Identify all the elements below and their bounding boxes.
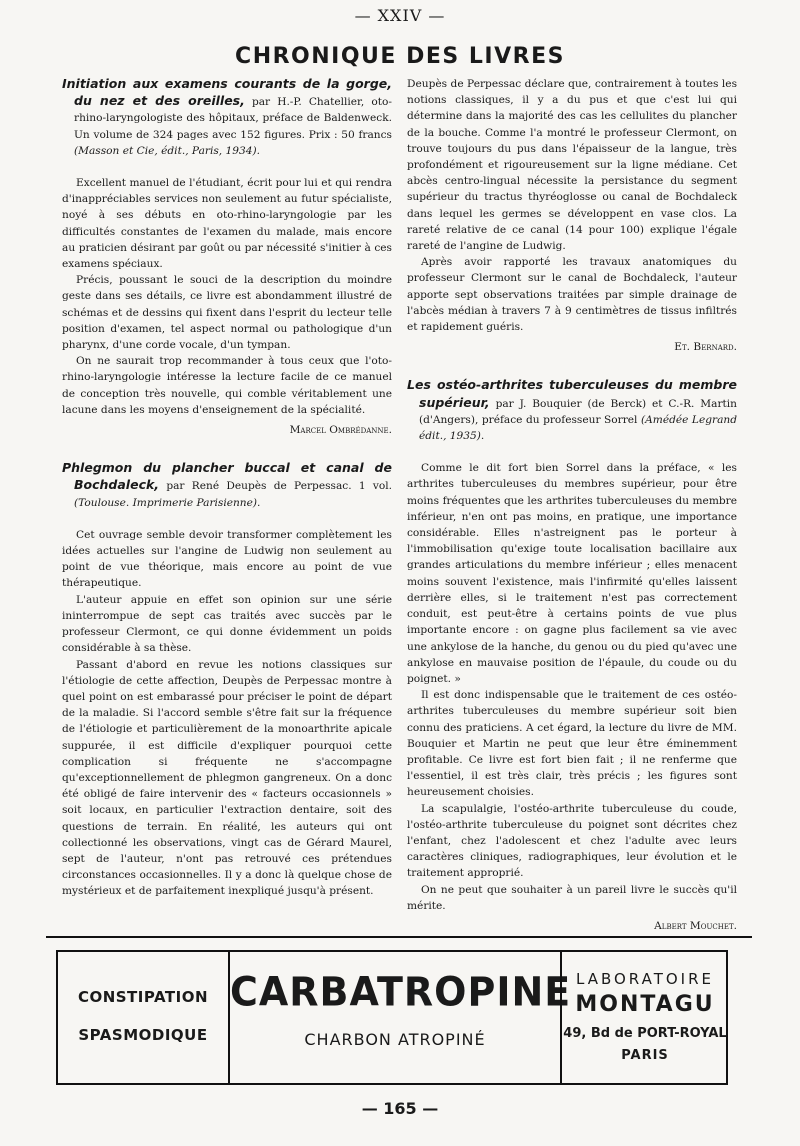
right-column	[407, 76, 737, 956]
ad-laboratory-panel	[560, 952, 728, 1083]
review-title: Initiation aux examens courants de la gorge, du nez et des oreilles,	[62, 76, 392, 109]
review-paragraph: Excellent manuel de l'étudiant, écrit pour lui et qui rendra d'inappréciables services non seulement au futur spécialiste, noyé à ses débuts en oto-rhino-laryngologie par les difficultés constantes de l'examen du malade, mais encore au praticien désirant par goût ou par nécessité s'initier à ces examens spéciaux.	[62, 177, 392, 271]
advertisement-box	[56, 950, 728, 1085]
review-paragraph: On ne saurait trop recommander à tous ceux que l'oto-rhino-laryngologie intéresse la lecture facile de ce manuel de conception très nouvelle, qui comble véritablement une lacune dans les moyens d'enseignement de la spécialité.	[62, 355, 392, 416]
left-column	[62, 76, 392, 922]
review-paragraph: Précis, poussant le souci de la description du moindre geste dans ses détails, ce livre est abondamment illustré de schémas et de dessins qui fixent dans l'esprit du lecteur telle position d'examen, tel aspect normal ou pathologique d'un pharynx, d'une corde vocale, d'un tympan.	[62, 274, 392, 352]
review-paragraph: On ne peut que souhaiter à un pareil livre le succès qu'il mérite.	[407, 883, 737, 912]
review-paragraph: Passant d'abord en revue les notions classiques sur l'étiologie de cette affection, Deupès de Perpessac montre à quel point on est embarassé pour préciser le point de départ de la maladie. Si l'accord semble s'être fait sur la fréquence de l'étiologie et particulièrement de la monoarthrite apicale suppurée, il est difficile d'expliquer pourquoi cette complication si fréquente ne s'accompagne qu'exceptionnellement de phlegmon gangreneux. On a donc été obligé de faire intervenir des « facteurs occasionnels » soit locaux, en particulier l'extraction dentaire, soit des questions de terrain. En réalité, les auteurs qui ont collectionné les observations, vingt cas de Gérard Maurel, sept de l'auteur, n'ont pas retrouvé ces prétendues circonstances occasionnelles. Il y a donc là quelque chose de mystérieux et de parfaitement inexpliqué jusqu'à présent.	[62, 658, 392, 898]
ad-lab-city: PARIS	[621, 1048, 669, 1063]
review-publisher: (Amédée Legrand édit., 1935).	[419, 413, 737, 443]
review-paragraph: Il est donc indispensable que le traitement de ces ostéo-arthrites tuberculeuses du membre supérieur soit bien connu des praticiens. A cet égard, la lecture du livre de MM. Bouquier et Martin ne peut que leur être éminemment profitable. Ce livre est fort bien fait ; il ne renferme que l'essentiel, il est très clair, très précis ; les figures sont heureusement choisies.	[407, 689, 737, 799]
review-paragraph: Après avoir rapporté les travaux anatomiques du professeur Clermont sur le canal de Bochdaleck, l'auteur apporte sept observations traitées par simple drainage de l'abcès médian à travers 7 à 9 centimètres de tissus infiltrés et rapidement guéris.	[407, 256, 737, 334]
ad-lab-address: 49, Bd de PORT-ROYAL	[563, 1026, 727, 1041]
review-heading	[407, 377, 737, 444]
ad-indication-line1: CONSTIPATION	[77, 988, 209, 1006]
ad-brand-subtitle: CHARBON ATROPINÉ	[304, 1030, 486, 1049]
review-signature: Albert Mouchet.	[654, 919, 737, 932]
page-roman-number: — XXIV —	[354, 6, 446, 25]
review-author-line: par J. Bouquier (de Berck) et C.-R. Martin (d'Angers), préface du professeur Sorrel	[419, 397, 737, 426]
divider-rule	[46, 936, 752, 938]
ad-lab-name: MONTAGU	[575, 992, 715, 1017]
review-author-line: par H.-P. Chatellier, oto-rhino-laryngologiste des hôpitaux, préface de Baldenweck. Un volume de 324 pages avec 152 figures. Prix : 50 francs	[74, 96, 392, 141]
review-heading	[62, 460, 392, 511]
review-initiation	[62, 76, 392, 438]
review-paragraph: Comme le dit fort bien Sorrel dans la préface, « les arthrites tuberculeuses du membres supérieur, pour être moins fréquentes que les arthrites tuberculeuses du membre inférieur, n'en ont pas moins, en pratique, une importance considérable. Elles n'astreignent pas le porteur à l'immobilisation qu'exige toute localisation bacillaire aux grandes articulations du membre inférieur ; elles menacent moins souvent l'existence, mais l'infirmité qu'elles laissent derrière elles, si le traitement n'est pas correctement conduit, est peut-être à certains points de vue plus importante encore : on gagne plus facilement sa vie avec une ankylose de la hanche, du genou ou du pied qu'avec une ankylose en mauvaise position de l'épaule, du coude ou du poignet. »	[407, 462, 737, 685]
review-paragraph: L'auteur appuie en effet son opinion sur une série ininterrompue de sept cas traités avec succès par le professeur Clermont, ce qui donne évidemment un poids considérable à sa thèse.	[62, 593, 392, 655]
review-heading	[62, 76, 392, 159]
page-number: — 165 —	[361, 1099, 439, 1118]
ad-indication-panel	[58, 952, 230, 1083]
ad-indication-line2: SPASMODIQUE	[78, 1026, 208, 1044]
review-author-line: par René Deupès de Perpessac. 1 vol.	[166, 480, 392, 493]
ad-brand-name: CARBATROPINE	[230, 968, 572, 1016]
review-publisher: (Toulouse. Imprimerie Parisienne).	[74, 496, 261, 509]
ad-lab-label: LABORATOIRE	[576, 970, 714, 988]
review-signature: Et. Bernard.	[674, 341, 737, 354]
review-title: Phlegmon du plancher buccal et canal de Bochdaleck,	[62, 460, 392, 493]
review-osteo-arthrites	[407, 377, 737, 934]
review-paragraph: Deupès de Perpessac déclare que, contrairement à toutes les notions classiques, il y a du pus et que c'est lui qui détermine dans la majorité des cas les cellulites du plancher de la bouche. Comme l'a montré le professeur Clermont, on trouve toujours du pus dans l'épaisseur de la langue, très profondément et rigoureusement sur la ligne médiane. Cet abcès centro-lingual nécessite la persistance du segment supérieur du tractus thyréoglosse ou canal de Bochdaleck dans lequel les germes se développent en vase clos. La rareté relative de ce canal (14 pour 100) explique l'égale rareté de l'angine de Ludwig.	[407, 78, 737, 253]
review-phlegmon-continued	[407, 76, 737, 355]
review-paragraph: Cet ouvrage semble devoir transformer complètement les idées actuelles sur l'angine de Ludwig non seulement au point de vue théorique, mais encore au point de vue thérapeutique.	[62, 528, 392, 590]
ad-brand-panel	[230, 952, 572, 1083]
section-title: CHRONIQUE DES LIVRES	[235, 44, 565, 69]
review-title: Les ostéo-arthrites tuberculeuses du membre supérieur,	[407, 377, 737, 410]
review-phlegmon	[62, 460, 392, 899]
review-signature: Marcel Ombrédanne.	[289, 424, 392, 437]
review-publisher: (Masson et Cie, édit., Paris, 1934).	[74, 144, 260, 157]
review-paragraph: La scapulalgie, l'ostéo-arthrite tuberculeuse du coude, l'ostéo-arthrite tuberculeuse du poignet sont décrites chez l'enfant, chez l'adolescent et chez l'adulte avec leurs caractères cliniques, radiographiques, leur évolution et le traitement approprié.	[407, 802, 737, 880]
